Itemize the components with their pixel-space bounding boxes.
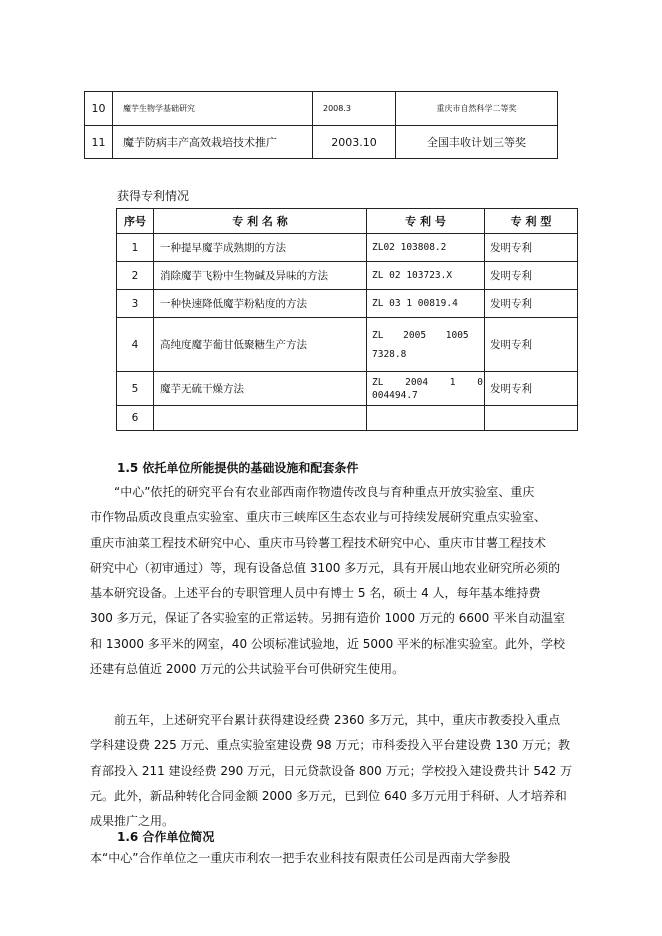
patent-name: 一种提早魔芋成熟期的方法	[154, 234, 367, 262]
section-heading: 1.6 合作单位简况	[117, 830, 215, 844]
paragraph-line: 研究中心（初审通过）等，现有设备总值 3100 多万元，具有开展山地农业研究所必须的	[90, 560, 561, 575]
header-name: 专 利 名 称	[154, 209, 367, 234]
patent-no: 1	[117, 234, 154, 262]
patent-type	[485, 406, 578, 431]
paragraph-line: 学科建设费 225 万元、重点实验室建设费 98 万元；市科委投入平台建设费 130 万元；教	[90, 738, 570, 753]
patent-no: 4	[117, 318, 154, 372]
award-name: 重庆市自然科学二等奖	[396, 92, 558, 126]
paragraph-line: 育部投入 211 建设经费 290 万元，日元贷款设备 800 万元；学校投入建设费共计 542 万	[90, 763, 573, 778]
paragraph-line: 300 多万元，保证了各实验室的正常运转。另拥有造价 1000 万元的 6600 平米自动温室	[90, 611, 566, 626]
award-project: 魔芋生物学基础研究	[113, 92, 313, 126]
header-no: 序号	[117, 209, 154, 234]
section-paragraph	[90, 846, 598, 871]
patent-type: 发明专利	[485, 318, 578, 372]
table-header-row	[117, 209, 578, 234]
award-name: 全国丰收计划三等奖	[396, 126, 558, 159]
award-year: 2003.10	[313, 126, 396, 159]
paragraph-line: 元。此外，新品种转化合同金额 2000 多万元，已到位 640 多万元用于科研、人才培养和	[90, 788, 567, 803]
section-paragraph	[90, 708, 598, 834]
table-row	[85, 92, 558, 126]
paragraph-line: “中心”依托的研究平台有农业部西南作物遗传改良与育种重点开放实验室、重庆	[114, 485, 535, 499]
patent-number	[367, 406, 485, 431]
patent-name: 高纯度魔芋葡甘低聚糖生产方法	[154, 318, 367, 372]
section-heading: 1.5 依托单位所能提供的基础设施和配套条件	[117, 461, 359, 475]
patent-number	[367, 318, 485, 372]
patent-type: 发明专利	[485, 262, 578, 290]
table-row	[117, 318, 578, 372]
patent-number-line: 7328.8	[372, 348, 407, 360]
paragraph-line: 还建有总值近 2000 万元的公共试验平台可供研究生使用。	[90, 662, 405, 677]
patent-type: 发明专利	[485, 234, 578, 262]
patent-no: 6	[117, 406, 154, 431]
paragraph-line: 重庆市油菜工程技术研究中心、重庆市马铃薯工程技术研究中心、重庆市甘薯工程技术	[90, 535, 547, 550]
patent-number-line: ZL 2005 1005	[372, 329, 469, 341]
patent-number-line: ZL 2004 1 0	[372, 376, 483, 388]
patent-number: ZL 03 1 00819.4	[367, 290, 485, 318]
table-row	[117, 290, 578, 318]
award-no: 10	[85, 92, 113, 126]
awards-table	[84, 91, 558, 159]
patent-name	[154, 406, 367, 431]
patents-table	[116, 208, 578, 431]
table-row	[85, 126, 558, 159]
section-paragraph	[90, 480, 598, 682]
patent-no: 2	[117, 262, 154, 290]
patents-caption: 获得专利情况	[117, 189, 190, 203]
paragraph-line: 本“中心”合作单位之一重庆市利农一把手农业科技有限责任公司是西南大学参股	[90, 851, 511, 865]
paragraph-line: 和 13000 多平米的网室，40 公顷标准试验地，近 5000 平米的标准实验室。此外，学校	[90, 636, 566, 651]
paragraph-line: 基本研究设备。上述平台的专职管理人员中有博士 5 名，硕士 4 人，每年基本维持费	[90, 586, 541, 601]
patent-name: 一种快速降低魔芋粉粘度的方法	[154, 290, 367, 318]
patent-type: 发明专利	[485, 290, 578, 318]
table-row	[117, 262, 578, 290]
award-year: 2008.3	[313, 92, 396, 126]
paragraph-line: 前五年，上述研究平台累计获得建设经费 2360 多万元，其中，重庆市教委投入重点	[114, 713, 561, 727]
patent-number: ZL02 103808.2	[367, 234, 485, 262]
patent-number: ZL 02 103723.X	[367, 262, 485, 290]
header-number: 专 利 号	[367, 209, 485, 234]
patent-number-line: 004494.7	[372, 389, 418, 401]
table-row	[117, 372, 578, 406]
table-row	[117, 406, 578, 431]
table-row	[117, 234, 578, 262]
patent-number	[367, 372, 485, 406]
award-project: 魔芋防病丰产高效栽培技术推广	[113, 126, 313, 159]
patent-name: 消除魔芋飞粉中生物碱及异味的方法	[154, 262, 367, 290]
paragraph-line: 成果推广之用。	[90, 814, 175, 829]
patent-no: 3	[117, 290, 154, 318]
header-type: 专 利 型	[485, 209, 578, 234]
patent-name: 魔芋无硫干燥方法	[154, 372, 367, 406]
award-no: 11	[85, 126, 113, 159]
patent-no: 5	[117, 372, 154, 406]
paragraph-line: 市作物品质改良重点实验室、重庆市三峡库区生态农业与可持续发展研究重点实验室、	[90, 510, 547, 525]
patent-type: 发明专利	[485, 372, 578, 406]
